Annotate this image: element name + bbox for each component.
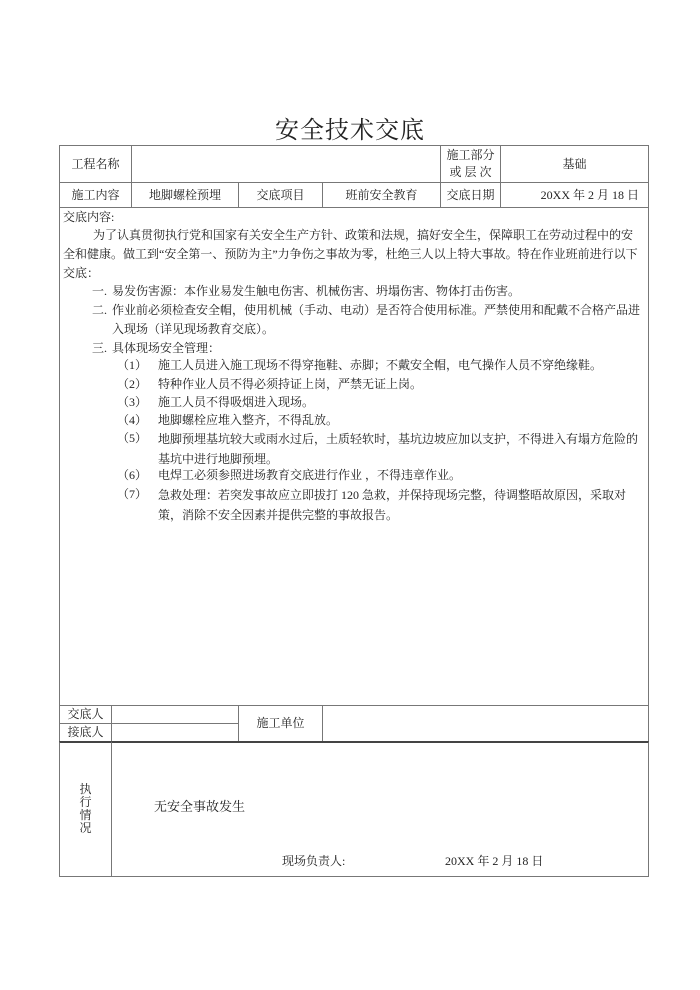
item-label: 交底项目 xyxy=(256,187,305,202)
item-text: 施工人员进入施工现场不得穿拖鞋、赤脚；不戴安全帽，电气操作人员不穿绝缘鞋。 xyxy=(158,358,603,372)
section-num: 二. xyxy=(92,303,108,317)
item-num: （7） xyxy=(117,487,148,501)
item-num: （6） xyxy=(117,468,148,482)
section-num: 三. xyxy=(92,341,108,355)
item-text: 施工人员不得吸烟进入现场。 xyxy=(158,395,315,409)
item-num: （4） xyxy=(117,413,148,427)
content-label: 施工内容 xyxy=(71,187,120,202)
page-title: 安全技术交底 xyxy=(275,118,425,144)
section-text: 具体现场安全管理： xyxy=(112,341,221,355)
section-num: 一. xyxy=(92,284,108,298)
item-num: （2） xyxy=(117,377,148,391)
section-text: 易发伤害源：本作业易发生触电伤害、机械伤害、坍塌伤害、物体打击伤害。 xyxy=(112,284,521,298)
cell-border xyxy=(111,723,239,742)
exec-value: 无安全事故发生 xyxy=(154,799,246,814)
project-name-label: 工程名称 xyxy=(71,156,120,171)
exec-date: 20XX 年 2 月 18 日 xyxy=(445,854,544,868)
section-value: 基础 xyxy=(562,156,587,171)
section-text: 作业前必须检查安全帽，使用机械（手动、电动）是否符合使用标准。严禁使用和配戴不合格产品进入现场（详见现场教育交底）。 xyxy=(112,303,641,336)
project-name-value[interactable] xyxy=(131,145,441,183)
item-num: （3） xyxy=(117,395,148,409)
section-label: 施工部分 或 层 次 xyxy=(446,148,495,179)
item-num: （1） xyxy=(117,358,148,372)
receiver-label: 接底人 xyxy=(67,725,104,739)
item-text: 电焊工必须参照进场教育交底进行作业 ，不得违章作业。 xyxy=(158,468,462,482)
date-value: 20XX 年 2 月 18 日 xyxy=(540,187,639,202)
item-text: 急救处理：若突发事故应立即拔打 120 急救，并保持现场完整，待调整晤故原因，采取对策，消除不安全因素并提供完整的事故报告。 xyxy=(158,488,627,522)
cell-border xyxy=(111,705,239,724)
exec-label: 执 行 情 况 xyxy=(79,782,92,835)
item-text: 地脚预埋基坑较大或雨水过后，土质轻软时，基坑边坡应加以支护，不得进入有塌方危险的基坑中进行地脚预埋。 xyxy=(158,432,639,466)
item-value: 班前安全教育 xyxy=(345,187,418,202)
date-label: 交底日期 xyxy=(446,187,495,202)
item-text: 特种作业人员不得必须持证上岗，严禁无证上岗。 xyxy=(158,377,423,391)
content-heading: 交底内容: xyxy=(63,210,115,224)
exec-row xyxy=(59,741,649,877)
site-manager-label: 现场负责人: xyxy=(282,854,346,868)
content-value: 地脚螺栓预埋 xyxy=(148,187,221,202)
unit-label: 施工单位 xyxy=(256,716,305,730)
item-text: 地脚螺栓应堆入整齐，不得乱放。 xyxy=(158,413,339,427)
giver-label: 交底人 xyxy=(67,707,104,721)
item-num: （5） xyxy=(117,431,148,445)
intro-paragraph: 为了认真贯彻执行党和国家有关安全生产方针、政策和法规，搞好安全生，保障职工在劳动过程中的安全和健康。做工到“安全第一、预防为主”力争伤之事故为零，杜绝三人以上特大事故。特在作业班前进行以下交底： xyxy=(63,228,638,280)
